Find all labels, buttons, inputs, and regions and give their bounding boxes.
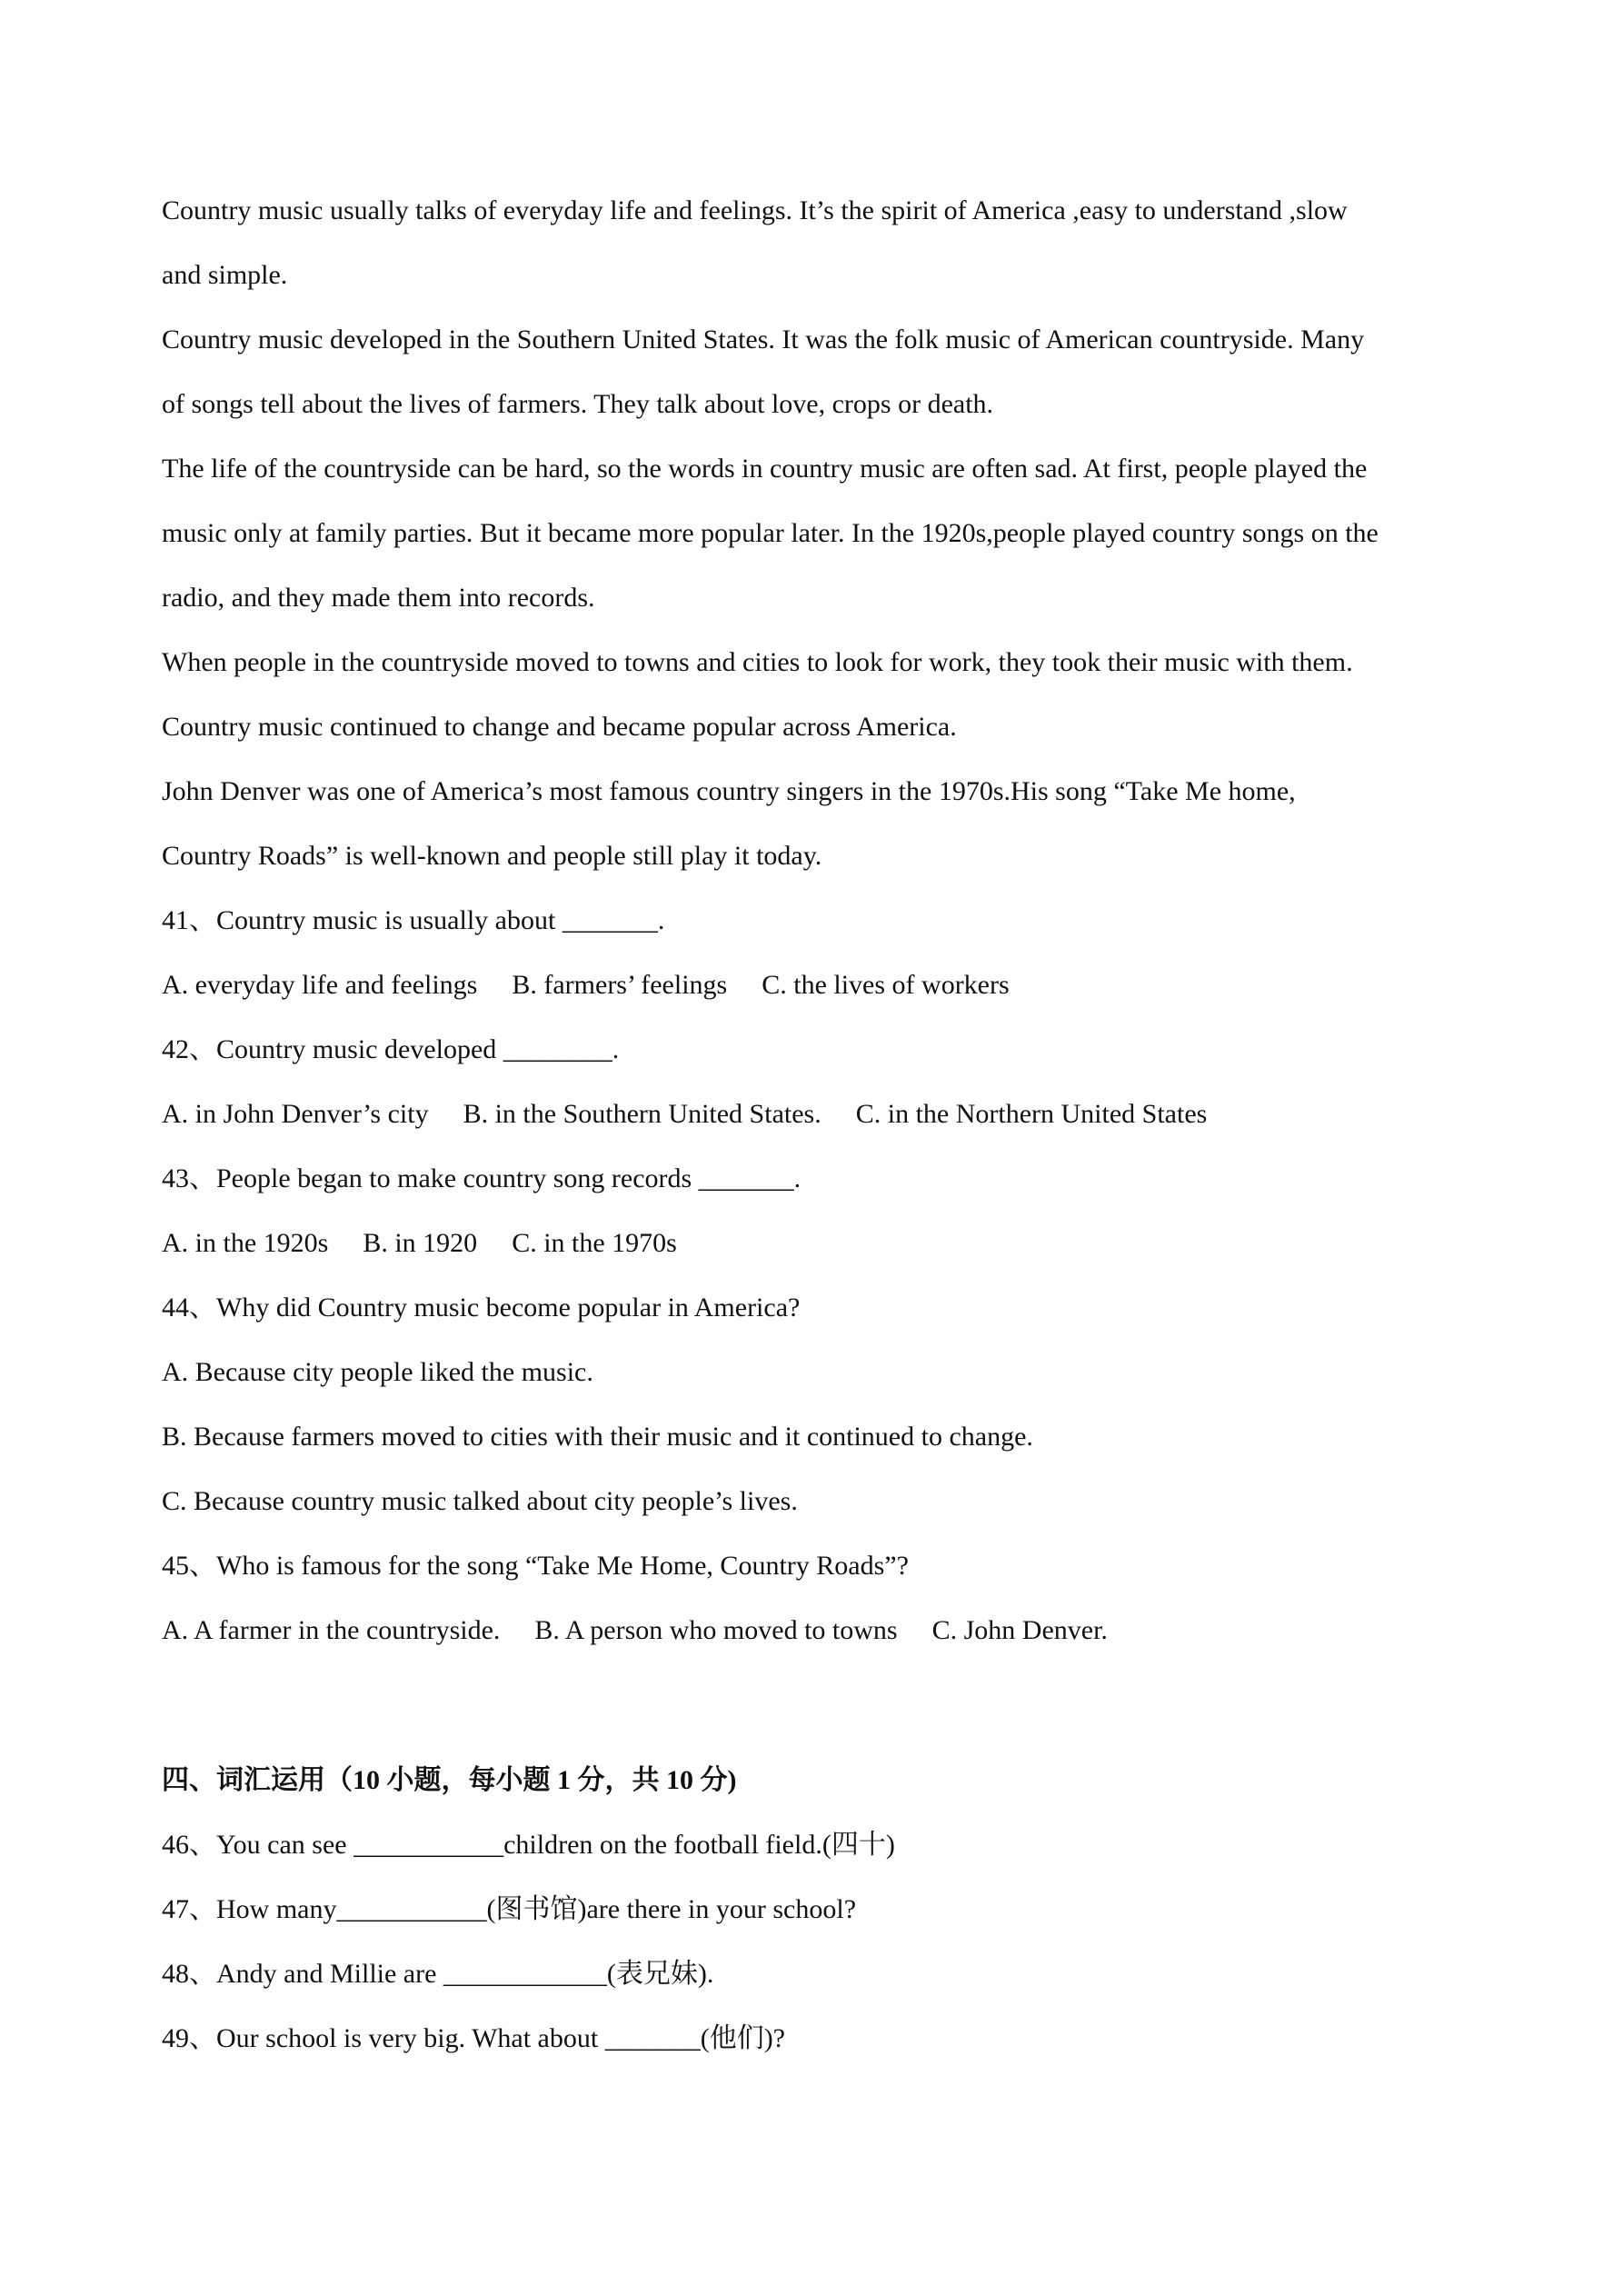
option-c: C. Because country music talked about city people’s lives. — [162, 1486, 798, 1516]
option-a: A. A farmer in the countryside. — [162, 1615, 501, 1645]
section-heading: 四、词汇运用（10 小题，每小题 1 分，共 10 分) — [162, 1765, 737, 1795]
option-c: C. the lives of workers — [762, 970, 1010, 1000]
question-options — [162, 1598, 1479, 1662]
option-c: C. in the Northern United States — [855, 1099, 1208, 1129]
question-44 — [162, 1275, 1479, 1533]
question-options — [162, 1211, 1479, 1275]
option-c: C. in the 1970s — [512, 1228, 677, 1258]
passage-line: radio, and they made them into records. — [162, 583, 595, 613]
question-stem: 43、People began to make country song records _______. — [162, 1163, 802, 1193]
question-options — [162, 953, 1479, 1017]
question-45 — [162, 1533, 1479, 1662]
passage-line: of songs tell about the lives of farmers. They talk about love, crops or death. — [162, 389, 994, 419]
option-b: B. in 1920 — [363, 1228, 478, 1258]
reading-passage — [162, 178, 1479, 888]
question-43 — [162, 1146, 1479, 1275]
question-42 — [162, 1017, 1479, 1146]
option-a: A. in John Denver’s city — [162, 1099, 429, 1129]
question-41 — [162, 888, 1479, 1017]
passage-line: Country music continued to change and became popular across America. — [162, 712, 957, 742]
option-a: A. in the 1920s — [162, 1228, 329, 1258]
option-b: B. farmers’ feelings — [512, 970, 728, 1000]
passage-line: John Denver was one of America’s most famous country singers in the 1970s.His song “Take Me home, — [162, 776, 1296, 806]
passage-line: The life of the countryside can be hard, so the words in country music are often sad. At first, people played the — [162, 454, 1368, 484]
option-a: A. Because city people liked the music. — [162, 1357, 593, 1387]
passage-line: music only at family parties. But it became more popular later. In the 1920s,people played country songs on the — [162, 518, 1379, 548]
question-stem: 45、Who is famous for the song “Take Me Home, Country Roads”? — [162, 1551, 909, 1581]
section-gap — [162, 1662, 1479, 1748]
option-b: B. in the Southern United States. — [463, 1099, 821, 1129]
question-options — [162, 1082, 1479, 1146]
vocab-item-49: 49、Our school is very big. What about _______(他们)? — [162, 2023, 786, 2053]
section-vocabulary — [162, 1748, 1479, 2071]
option-b: B. Because farmers moved to cities with their music and it continued to change. — [162, 1422, 1033, 1452]
passage-line: Country music developed in the Southern United States. It was the folk music of American countryside. Many — [162, 324, 1365, 354]
passage-line: Country Roads” is well-known and people still play it today. — [162, 841, 822, 871]
passage-line: Country music usually talks of everyday life and feelings. It’s the spirit of America ,easy to understand ,slow — [162, 195, 1348, 225]
passage-line: When people in the countryside moved to towns and cities to look for work, they took their music with them. — [162, 647, 1353, 677]
question-stem: 42、Country music developed ________. — [162, 1034, 620, 1064]
option-c: C. John Denver. — [931, 1615, 1108, 1645]
question-stem: 44、Why did Country music become popular in America? — [162, 1293, 801, 1323]
option-a: A. everyday life and feelings — [162, 970, 478, 1000]
question-stem: 41、Country music is usually about _______. — [162, 905, 665, 935]
document-page — [162, 178, 1479, 2071]
vocab-item-48: 48、Andy and Millie are ____________(表兄妹). — [162, 1959, 714, 1989]
option-b: B. A person who moved to towns — [534, 1615, 898, 1645]
passage-line: and simple. — [162, 260, 288, 290]
vocab-item-46: 46、You can see ___________children on the football field.(四十) — [162, 1830, 895, 1860]
vocab-item-47: 47、How many___________(图书馆)are there in your school? — [162, 1894, 857, 1924]
